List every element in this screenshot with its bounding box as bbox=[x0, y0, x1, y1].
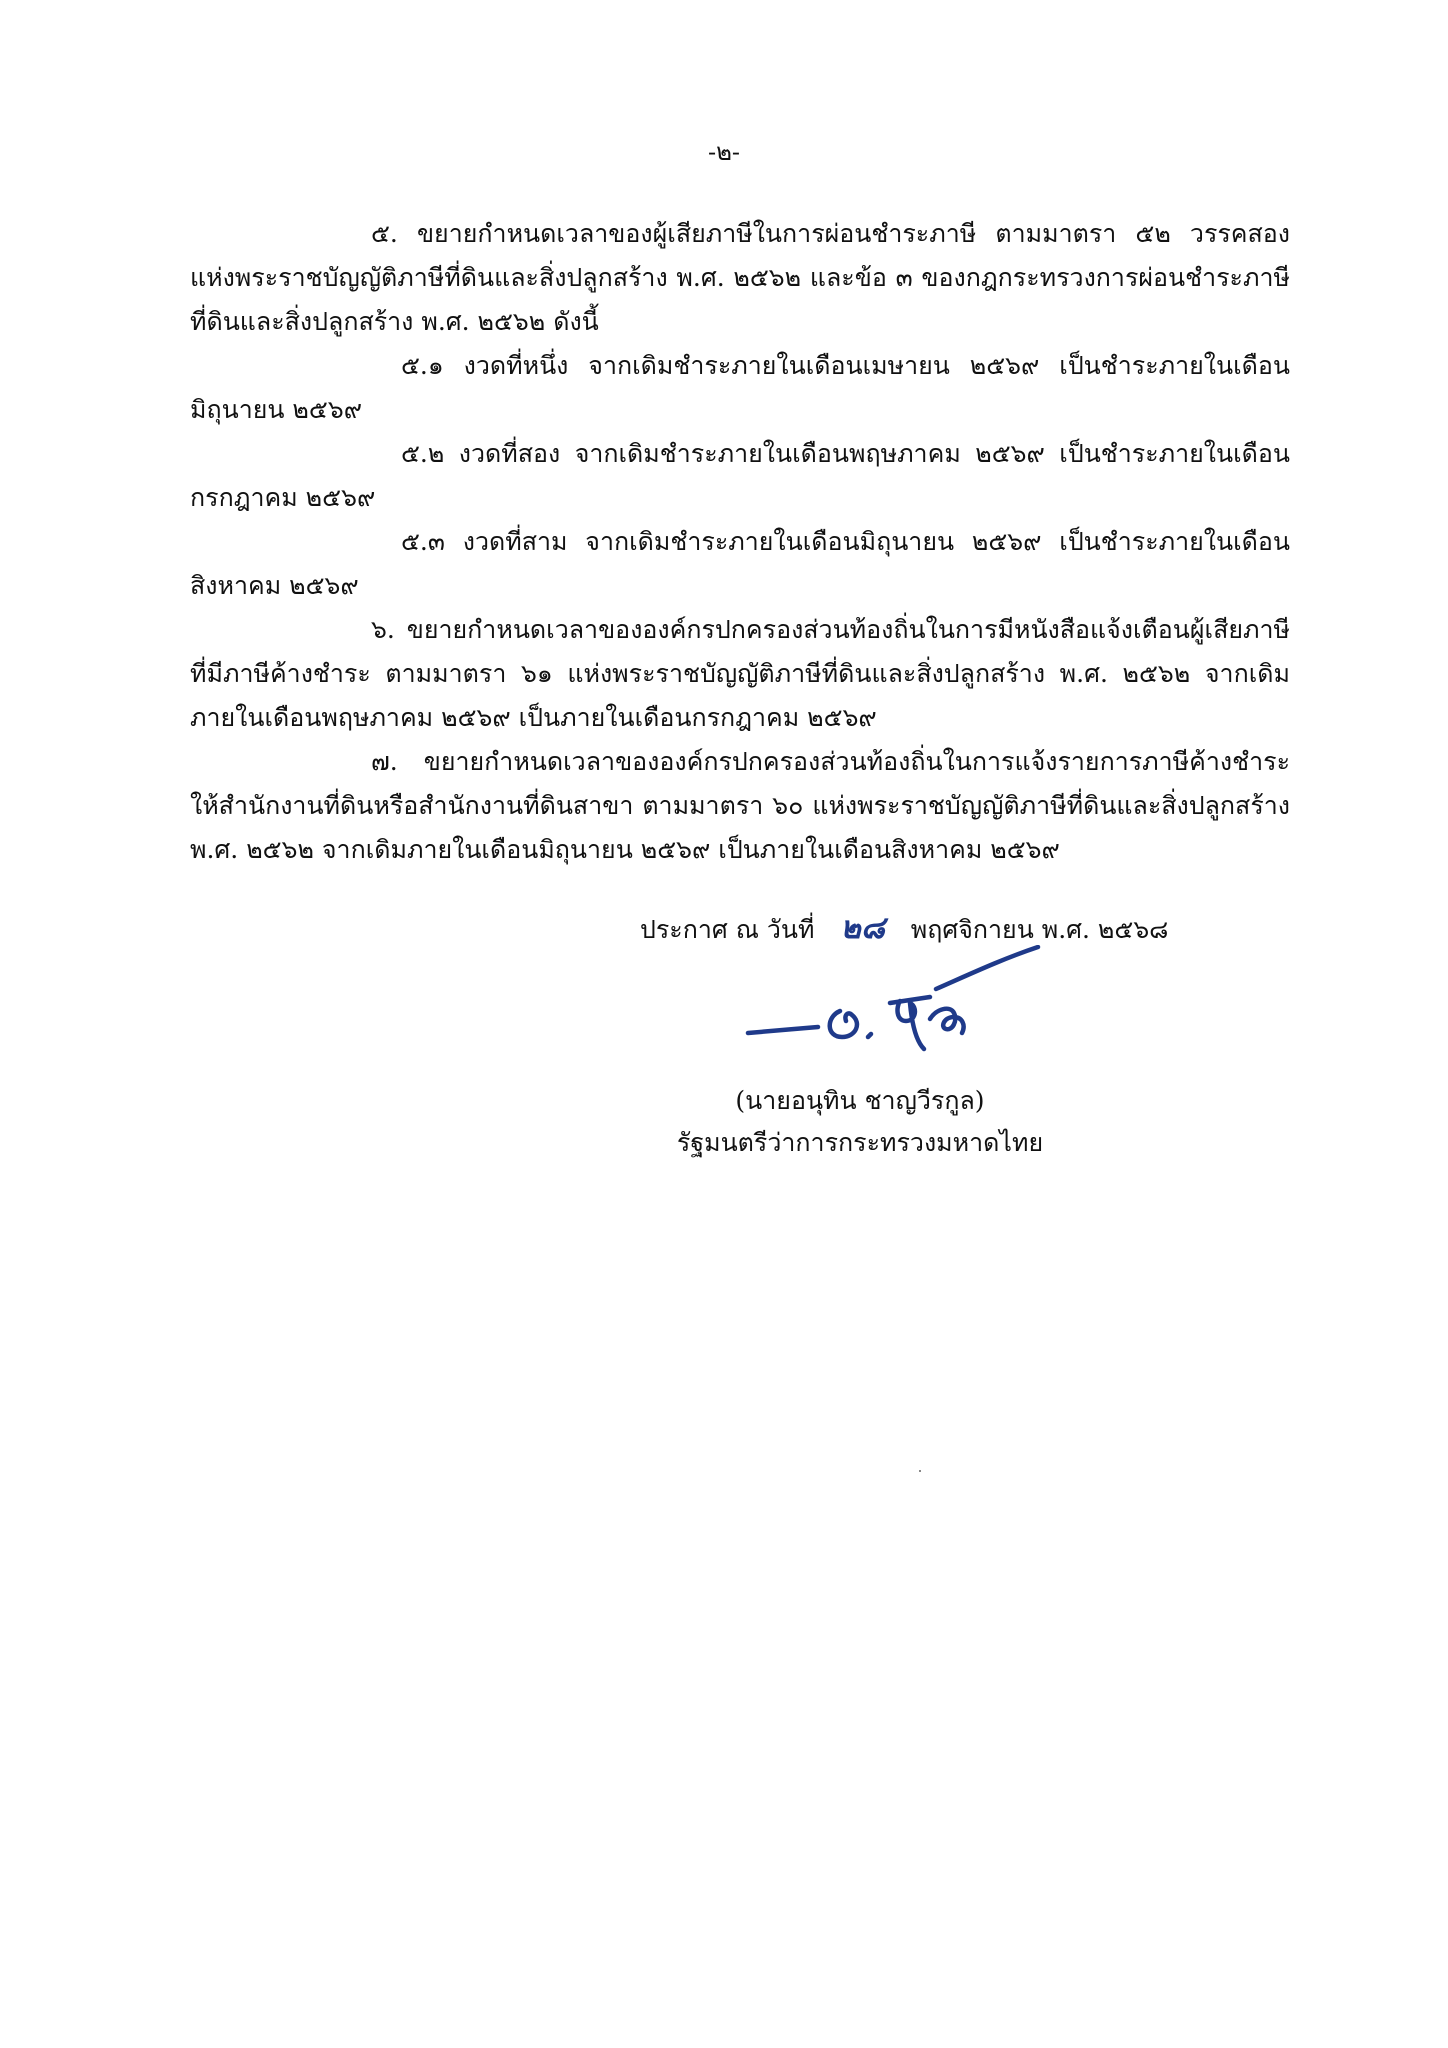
announcement-month-year: พฤศจิกายน พ.ศ. ๒๕๖๘ bbox=[910, 915, 1169, 944]
page-number: -๒- bbox=[707, 138, 741, 166]
paragraph-item-5-2: ๕.๒ งวดที่สอง จากเดิมชำระภายในเดือนพฤษภาคม ๒๕๖๙ เป็นชำระภายในเดือนกรกฎาคม ๒๕๖๙ bbox=[190, 439, 1290, 512]
paragraph-item-6: ๖. ขยายกำหนดเวลาขององค์กรปกครองส่วนท้องถิ่นในการมีหนังสือแจ้งเตือนผู้เสียภาษีที่มีภาษีค้างชำระ ตามมาตรา ๖๑ แห่งพระราชบัญญัติภาษีที่ดินและสิ่งปลูกสร้าง พ.ศ. ๒๕๖๒ จากเดิมภายในเดือนพฤษภาคม ๒๕๖๙ เป็นภายในเดือนกรกฎาคม ๒๕๖๙ bbox=[190, 615, 1290, 732]
paragraph-item-5-3: ๕.๓ งวดที่สาม จากเดิมชำระภายในเดือนมิถุนายน ๒๕๖๙ เป็นชำระภายในเดือนสิงหาคม ๒๕๖๙ bbox=[190, 527, 1290, 600]
signer-name: (นายอนุทิน ชาญวีรกูล) bbox=[735, 1086, 985, 1115]
paragraph-item-7: ๗. ขยายกำหนดเวลาขององค์กรปกครองส่วนท้องถิ่นในการแจ้งรายการภาษีค้างชำระให้สำนักงานที่ดินหรือสำนักงานที่ดินสาขา ตามมาตรา ๖๐ แห่งพระราชบัญญัติภาษีที่ดินและสิ่งปลูกสร้าง พ.ศ. ๒๕๖๒ จากเดิมภายในเดือนมิถุนายน ๒๕๖๙ เป็นภายในเดือนสิงหาคม ๒๕๖๙ bbox=[190, 747, 1290, 864]
signer-title: รัฐมนตรีว่าการกระทรวงมหาดไทย bbox=[676, 1128, 1044, 1157]
handwritten-day: ๒๘ bbox=[840, 910, 885, 946]
paragraph-item-5: ๕. ขยายกำหนดเวลาของผู้เสียภาษีในการผ่อนชำระภาษี ตามมาตรา ๕๒ วรรคสอง แห่งพระราชบัญญัติภาษีที่ดินและสิ่งปลูกสร้าง พ.ศ. ๒๕๖๒ และข้อ ๓ ของกฎกระทรวงการผ่อนชำระภาษีที่ดินและสิ่งปลูกสร้าง พ.ศ. ๒๕๖๒ ดังนี้ bbox=[190, 219, 1290, 336]
scan-speck bbox=[919, 1470, 921, 1472]
paragraph-item-5-1: ๕.๑ งวดที่หนึ่ง จากเดิมชำระภายในเดือนเมษายน ๒๕๖๙ เป็นชำระภายในเดือนมิถุนายน ๒๕๖๙ bbox=[190, 351, 1290, 424]
handwritten-signature bbox=[740, 945, 1060, 1075]
document-body bbox=[190, 212, 1290, 872]
announcement-prefix: ประกาศ ณ วันที่ bbox=[640, 915, 815, 944]
